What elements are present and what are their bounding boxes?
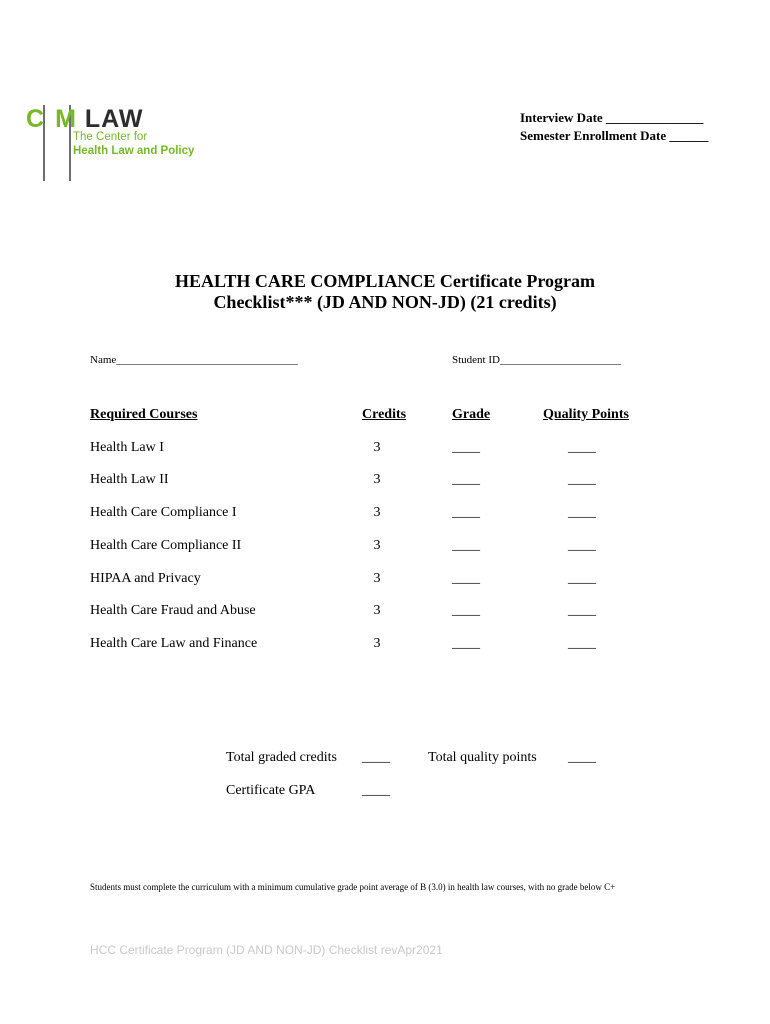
course-grade: ____ [452, 571, 480, 586]
course-quality-points: ____ [568, 440, 596, 455]
course-credits: 3 [373, 505, 381, 520]
course-quality-points: ____ [568, 538, 596, 553]
total-quality-points-label: Total quality points [428, 750, 537, 765]
course-quality-points: ____ [568, 603, 596, 618]
header-required-courses: Required Courses [90, 407, 198, 422]
enrollment-date-field: Semester Enrollment Date ______ [520, 128, 709, 143]
course-credits: 3 [373, 472, 381, 487]
course-grade: ____ [452, 538, 480, 553]
total-quality-points-value: ____ [568, 750, 596, 765]
logo-tagline-2: Health Law and Policy [73, 145, 195, 157]
course-credits: 3 [373, 571, 381, 586]
page-title: HEALTH CARE COMPLIANCE Certificate Program [175, 271, 595, 291]
course-name: HIPAA and Privacy [90, 571, 201, 586]
course-name: Health Care Compliance II [90, 538, 242, 553]
course-name: Health Law I [90, 440, 164, 455]
course-credits: 3 [373, 538, 381, 553]
header-quality-points: Quality Points [543, 407, 629, 422]
interview-date-field: Interview Date _______________ [520, 110, 704, 125]
course-credits: 3 [373, 603, 381, 618]
logo-tagline-1: The Center for [73, 131, 148, 143]
logo-wordmark: C M LAW [26, 105, 144, 133]
student-id-field: Student ID______________________ [452, 354, 621, 366]
course-quality-points: ____ [568, 636, 596, 651]
course-name: Health Care Fraud and Abuse [90, 603, 256, 618]
course-grade: ____ [452, 440, 480, 455]
course-name: Health Law II [90, 472, 169, 487]
course-grade: ____ [452, 472, 480, 487]
gpa-requirement-note: Students must complete the curriculum with a minimum cumulative grade point average of B (3.0) in health law courses, with no grade below C+ [90, 882, 616, 892]
course-quality-points: ____ [568, 571, 596, 586]
course-grade: ____ [452, 505, 480, 520]
header-credits: Credits [362, 407, 407, 422]
course-name: Health Care Law and Finance [90, 636, 258, 651]
course-grade: ____ [452, 603, 480, 618]
course-grade: ____ [452, 636, 480, 651]
course-quality-points: ____ [568, 505, 596, 520]
total-graded-credits-value: ____ [362, 750, 390, 765]
certificate-gpa-label: Certificate GPA [226, 783, 316, 798]
course-quality-points: ____ [568, 472, 596, 487]
total-graded-credits-label: Total graded credits [226, 750, 337, 765]
course-credits: 3 [373, 636, 381, 651]
cmlaw-logo [26, 105, 196, 185]
certificate-gpa-value: ____ [362, 783, 390, 798]
course-name: Health Care Compliance I [90, 505, 237, 520]
course-credits: 3 [373, 440, 381, 455]
page-footer: HCC Certificate Program (JD AND NON-JD) Checklist revApr2021 [90, 943, 443, 957]
header-grade: Grade [452, 407, 491, 422]
page-subtitle: Checklist*** (JD AND NON-JD) (21 credits) [213, 292, 557, 312]
name-field: Name_________________________________ [90, 354, 298, 366]
